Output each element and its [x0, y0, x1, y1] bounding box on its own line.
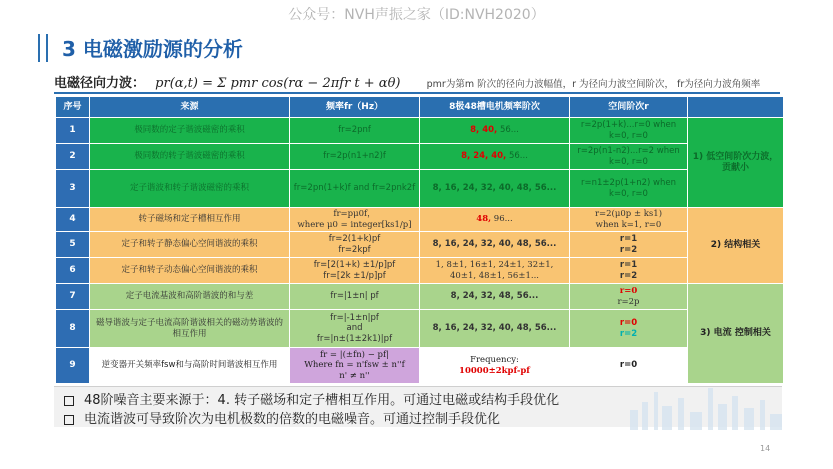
space-cell: r=0	[570, 348, 688, 384]
formula-description: pmr为第m 阶次的径向力波幅值，r 为径向力波空间阶次， fr为径向力波角频率	[426, 79, 761, 90]
freq-line: n' ≠ n''	[339, 370, 370, 381]
freq-line: fr = |(±fn) − pf|	[320, 350, 389, 361]
freq-line: fr=[2k ±1/p]pf	[323, 270, 386, 281]
formula: pr(α,t) = Σ pmr cos(rα − 2πfr t + αθ)	[155, 76, 401, 91]
freq-cell: fr=|1±n| pf	[290, 284, 420, 310]
space-line: r=2p	[617, 296, 640, 307]
freq-line: fr=2kpf	[338, 244, 371, 255]
note-line	[64, 389, 559, 408]
row-number: 6	[56, 258, 90, 284]
order-cell	[420, 118, 570, 144]
excitation-table	[55, 96, 784, 384]
order-rest: 96...	[491, 214, 513, 225]
table-row	[56, 258, 784, 284]
group-label: 3) 电流 控制相关	[688, 284, 784, 384]
freq-cell	[290, 208, 420, 232]
subtitle-line	[54, 72, 833, 91]
source-cell: 极同数的转子谐波磁密的乘积	[90, 144, 290, 170]
space-cell: r=2p(1+k)...r=0 when k=0, r=0	[570, 118, 688, 144]
order-cell	[420, 208, 570, 232]
table-row	[56, 348, 784, 384]
freq-cell: fr=2p(n1+n2)f	[290, 144, 420, 170]
row-number: 4	[56, 208, 90, 232]
header-cell: 来源	[90, 97, 290, 118]
freq-line: fr=2(1+k)pf	[328, 234, 381, 245]
title-accent-bar	[38, 34, 48, 62]
space-line: r=2	[619, 270, 638, 281]
space-cell: r=2p(n1-n2)...r=2 when k=0, r=0	[570, 144, 688, 170]
freq-line: where μ0 = integer[ks1/p]	[297, 219, 412, 230]
order-cell	[420, 348, 570, 384]
row-number: 8	[56, 310, 90, 348]
freq-line: and	[346, 323, 363, 334]
group-label: 2) 结构相关	[688, 208, 784, 284]
header-cell: 频率fr（Hz）	[290, 97, 420, 118]
source-cell: 极同数的定子谐波磁密的乘积	[90, 118, 290, 144]
freq-cell	[290, 258, 420, 284]
space-line: r=0	[619, 286, 638, 297]
row-number: 2	[56, 144, 90, 170]
freq-cell	[290, 348, 420, 384]
space-line: when k=1, r=0	[595, 219, 662, 230]
order-highlight: 8, 40,	[470, 125, 498, 136]
freq-line: fr=[2(1+k) ±1/p]pf	[313, 260, 396, 271]
page-number: 14	[760, 444, 771, 453]
order-highlight: 8, 24, 40,	[461, 151, 507, 162]
space-line: r=2	[619, 328, 638, 339]
space-line: r=0	[619, 318, 638, 329]
space-cell: r=n1±2p(1+n2) when k=0, r=0	[570, 170, 688, 208]
order-line: Frequency:	[470, 355, 519, 366]
order-line: 1, 8±1, 16±1, 24±1, 32±1,	[435, 260, 554, 271]
bullet-square-icon	[64, 415, 74, 425]
source-cell: 定子电流基波和高阶谐波的和与差	[90, 284, 290, 310]
table-row	[56, 310, 784, 348]
order-highlight: 48,	[476, 214, 492, 225]
space-line: r=1	[619, 260, 638, 271]
space-cell	[570, 310, 688, 348]
row-number: 7	[56, 284, 90, 310]
order-cell	[420, 258, 570, 284]
space-cell	[570, 232, 688, 258]
table-row	[56, 118, 784, 144]
header-cell: 序号	[56, 97, 90, 118]
space-cell	[570, 284, 688, 310]
space-line: r=1	[619, 234, 638, 245]
freq-line: fr=|n±(1±2k1)|pf	[316, 333, 393, 344]
freq-cell: fr=2pn(1+k)f and fr=2pnk2f	[290, 170, 420, 208]
subtitle-label: 电磁径向力波：	[54, 76, 146, 91]
freq-line: fr=pμ0f，	[333, 209, 376, 220]
order-rest: 56...	[506, 151, 528, 162]
title-divider	[54, 92, 780, 94]
header-cell: 8极48槽电机频率阶次	[420, 97, 570, 118]
source-cell: 转子磁场和定子槽相互作用	[90, 208, 290, 232]
table-row	[56, 144, 784, 170]
city-skyline-icon	[620, 380, 790, 430]
table-row	[56, 208, 784, 232]
note-line	[64, 408, 500, 427]
freq-cell	[290, 232, 420, 258]
note-text: 电流谐波可导致阶次为电机极数的倍数的电磁噪音。可通过控制手段优化	[84, 412, 501, 427]
source-cell: 定子和转子静态偏心空间谐波的乘积	[90, 232, 290, 258]
space-cell	[570, 208, 688, 232]
space-cell	[570, 258, 688, 284]
table-row	[56, 232, 784, 258]
order-cell: 8, 16, 24, 32, 40, 48, 56...	[420, 170, 570, 208]
space-line: r=2	[619, 244, 638, 255]
table-row	[56, 170, 784, 208]
table-header-row	[56, 97, 784, 118]
row-number: 9	[56, 348, 90, 384]
order-cell: 8, 16, 24, 32, 40, 48, 56...	[420, 310, 570, 348]
bullet-square-icon	[64, 396, 74, 406]
order-line: 40±1, 48±1, 56±1...	[450, 270, 539, 281]
note-text: 48阶噪音主要来源于：4. 转子磁场和定子槽相互作用。可通过电磁或结构手段优化	[84, 393, 560, 408]
table-row	[56, 284, 784, 310]
group-label: 1) 低空间阶次力波，贡献小	[688, 118, 784, 208]
source-cell: 逆变器开关频率fsw和与高阶时间谐波相互作用	[90, 348, 290, 384]
source-cell: 定子谐波和转子谐波磁密的乘积	[90, 170, 290, 208]
row-number: 1	[56, 118, 90, 144]
source-cell: 定子和转子动态偏心空间谐波的乘积	[90, 258, 290, 284]
header-cell: 空间阶次r	[570, 97, 688, 118]
watermark: 公众号：NVH声振之家（ID:NVH2020）	[288, 7, 545, 23]
order-cell	[420, 144, 570, 170]
freq-line: Where fn = n'fsw ± n''f	[304, 360, 405, 371]
row-number: 5	[56, 232, 90, 258]
order-rest: 56...	[497, 125, 519, 136]
row-number: 3	[56, 170, 90, 208]
order-cell: 8, 24, 32, 48, 56...	[420, 284, 570, 310]
freq-line: fr=|-1±n|pf	[330, 313, 379, 324]
order-line: 10000±2kpf-pf	[459, 365, 530, 376]
space-line: r=2(μ0p ± ks1)	[594, 209, 663, 220]
freq-cell: fr=2pnf	[290, 118, 420, 144]
source-cell: 磁导谐波与定子电流高阶谐波相关的磁动势谐波的相互作用	[90, 310, 290, 348]
order-cell: 8, 16, 24, 32, 40, 48, 56...	[420, 232, 570, 258]
page-title: 3 电磁激励源的分析	[62, 37, 243, 61]
header-cell	[688, 97, 784, 118]
freq-cell	[290, 310, 420, 348]
